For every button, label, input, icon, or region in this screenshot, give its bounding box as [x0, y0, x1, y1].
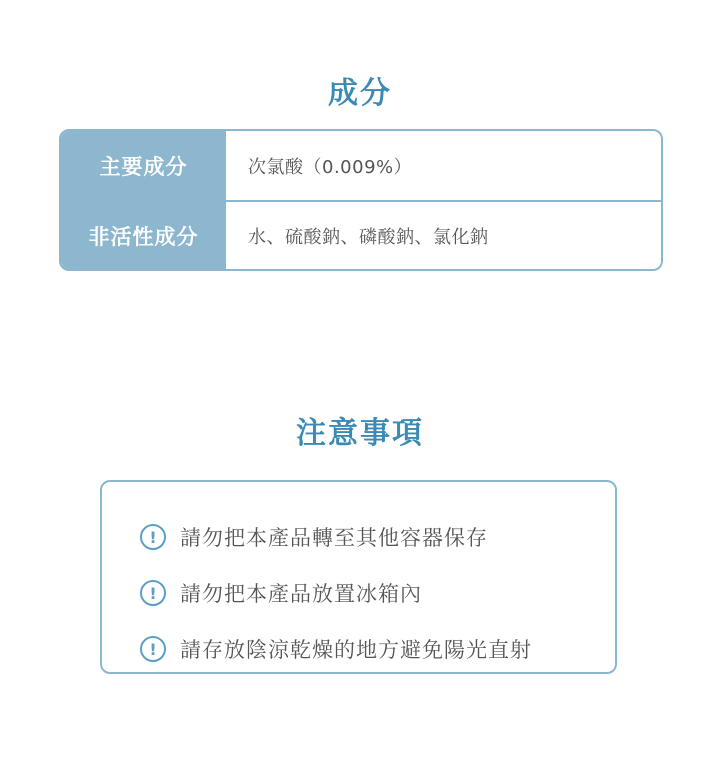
note-text: 請存放陰涼乾燥的地方避免陽光直射 [180, 638, 532, 662]
note-item [102, 565, 615, 621]
notes-box [100, 480, 617, 674]
ingredients-row-active [61, 131, 661, 200]
notes-title: 注意事項 [296, 416, 424, 451]
ingredients-label-inactive: 非活性成分 [61, 202, 226, 269]
note-item [102, 621, 615, 677]
exclamation-circle-icon: ! [140, 580, 166, 606]
ingredients-label-active: 主要成分 [61, 131, 226, 200]
ingredients-title: 成分 [328, 76, 392, 111]
exclamation-circle-icon: ! [140, 636, 166, 662]
exclamation-circle-icon: ! [140, 524, 166, 550]
ingredients-value-inactive: 水、硫酸鈉、磷酸鈉、氯化鈉 [248, 226, 489, 248]
ingredients-row-inactive [61, 200, 661, 269]
note-text: 請勿把本產品放置冰箱內 [180, 582, 422, 606]
note-text: 請勿把本產品轉至其他容器保存 [180, 526, 488, 550]
ingredients-table [59, 129, 663, 271]
ingredients-value-active: 次氯酸（0.009%） [248, 156, 413, 178]
note-item [102, 509, 615, 565]
